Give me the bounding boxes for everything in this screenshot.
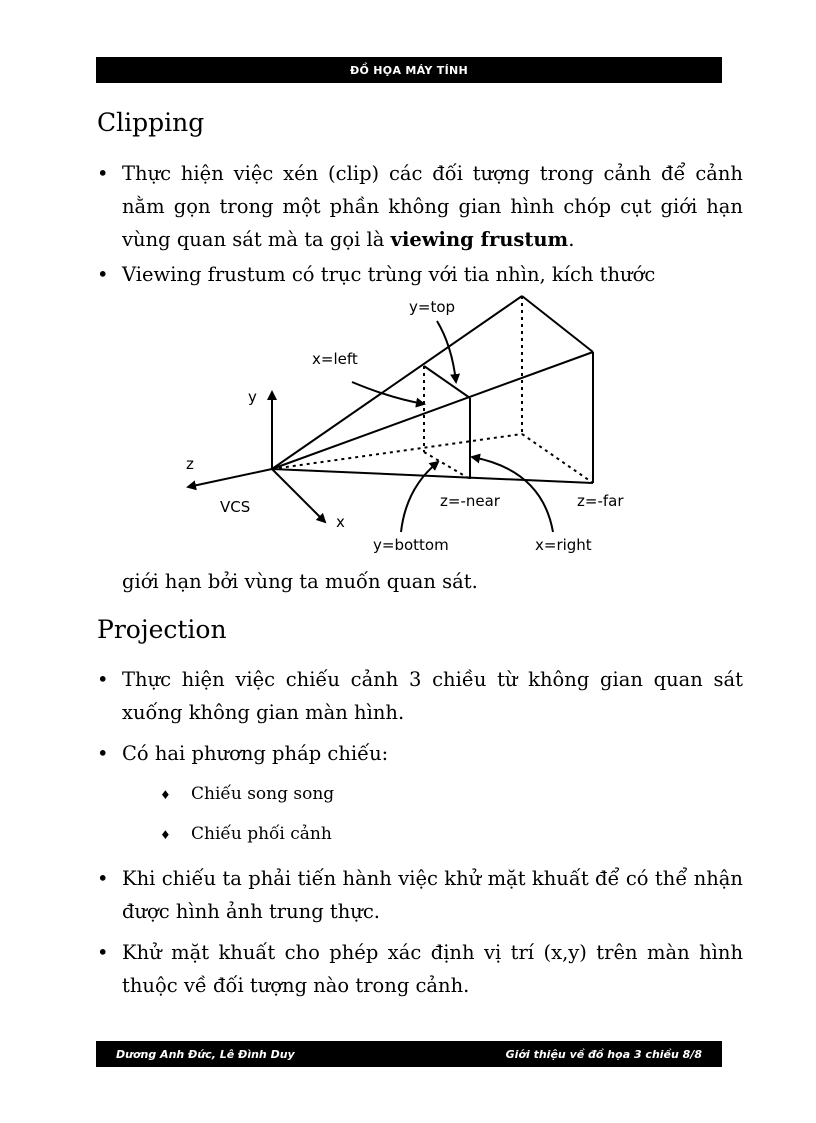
z-axis-arrow xyxy=(188,469,272,487)
label-y-bottom: y=bottom xyxy=(373,536,449,554)
frustum-edges xyxy=(272,296,593,483)
y-top-pointer xyxy=(437,321,456,382)
projection-bullet-4 xyxy=(97,936,743,1002)
bullet-dot: • xyxy=(97,941,109,964)
label-z-axis: z xyxy=(186,455,194,473)
clipping-bullet-2-continuation: giới hạn bởi vùng ta muốn quan sát. xyxy=(122,570,478,593)
label-z-near: z=-near xyxy=(440,492,500,510)
section-title-projection: Projection xyxy=(97,615,227,644)
viewing-frustum-term: viewing frustum xyxy=(390,228,569,251)
diamond-bullet-icon: ♦ xyxy=(160,788,171,802)
clipping-bullet-1-text: Thực hiện việc xén (clip) các đối tượng trong cảnh để cảnh nằm gọn trong một phần không gian hình chóp cụt giới hạn vùng quan sát mà ta gọi là xyxy=(122,162,743,251)
label-x-left: x=left xyxy=(312,350,358,368)
diamond-bullet-icon: ♦ xyxy=(160,828,171,842)
sub-item-text: Chiếu phối cảnh xyxy=(191,824,332,844)
bullet-dot: • xyxy=(97,668,109,691)
clipping-bullet-1-end: . xyxy=(568,228,575,251)
header-title: ĐỒ HỌA MÁY TÍNH xyxy=(349,63,468,77)
frustum-hidden-edges xyxy=(272,296,593,483)
label-vcs: VCS xyxy=(220,498,251,516)
label-x-axis: x xyxy=(336,513,345,531)
label-y-top: y=top xyxy=(409,298,456,316)
label-z-far: z=-far xyxy=(577,492,624,510)
projection-bullet-2-text: Có hai phương pháp chiếu: xyxy=(122,742,389,765)
sub-item-parallel xyxy=(160,784,334,804)
clipping-bullet-2-text: Viewing frustum có trục trùng với tia nhìn, kích thước xyxy=(122,263,656,286)
section-title-clipping: Clipping xyxy=(97,108,205,137)
label-y-axis: y xyxy=(248,388,257,406)
sub-item-text: Chiếu song song xyxy=(191,784,335,804)
bullet-dot: • xyxy=(97,867,109,890)
y-bottom-pointer xyxy=(401,462,438,532)
projection-bullet-1 xyxy=(97,663,743,729)
footer-authors: Dương Anh Đức, Lê Đình Duy xyxy=(116,1047,295,1061)
bullet-dot: • xyxy=(97,742,109,765)
projection-bullet-4-text: Khử mặt khuất cho phép xác định vị trí (x,y) trên màn hình thuộc về đối tượng nào trong cảnh. xyxy=(122,941,743,997)
footer-bar xyxy=(96,1041,722,1067)
x-axis-arrow xyxy=(272,469,325,522)
projection-bullet-2 xyxy=(97,737,743,770)
projection-bullet-1-text: Thực hiện việc chiếu cảnh 3 chiều từ không gian quan sát xuống không gian màn hình. xyxy=(122,668,743,724)
sub-item-perspective xyxy=(160,824,332,844)
label-x-right: x=right xyxy=(535,536,592,554)
bullet-dot: • xyxy=(97,162,109,185)
projection-bullet-3-text: Khi chiếu ta phải tiến hành việc khử mặt khuất để có thể nhận được hình ảnh trung thực. xyxy=(122,867,743,923)
projection-bullet-3 xyxy=(97,862,743,928)
bullet-dot: • xyxy=(97,263,109,286)
footer-chapter-page: Giới thiệu về đồ họa 3 chiều 8/8 xyxy=(505,1047,702,1061)
x-left-pointer xyxy=(352,382,424,404)
